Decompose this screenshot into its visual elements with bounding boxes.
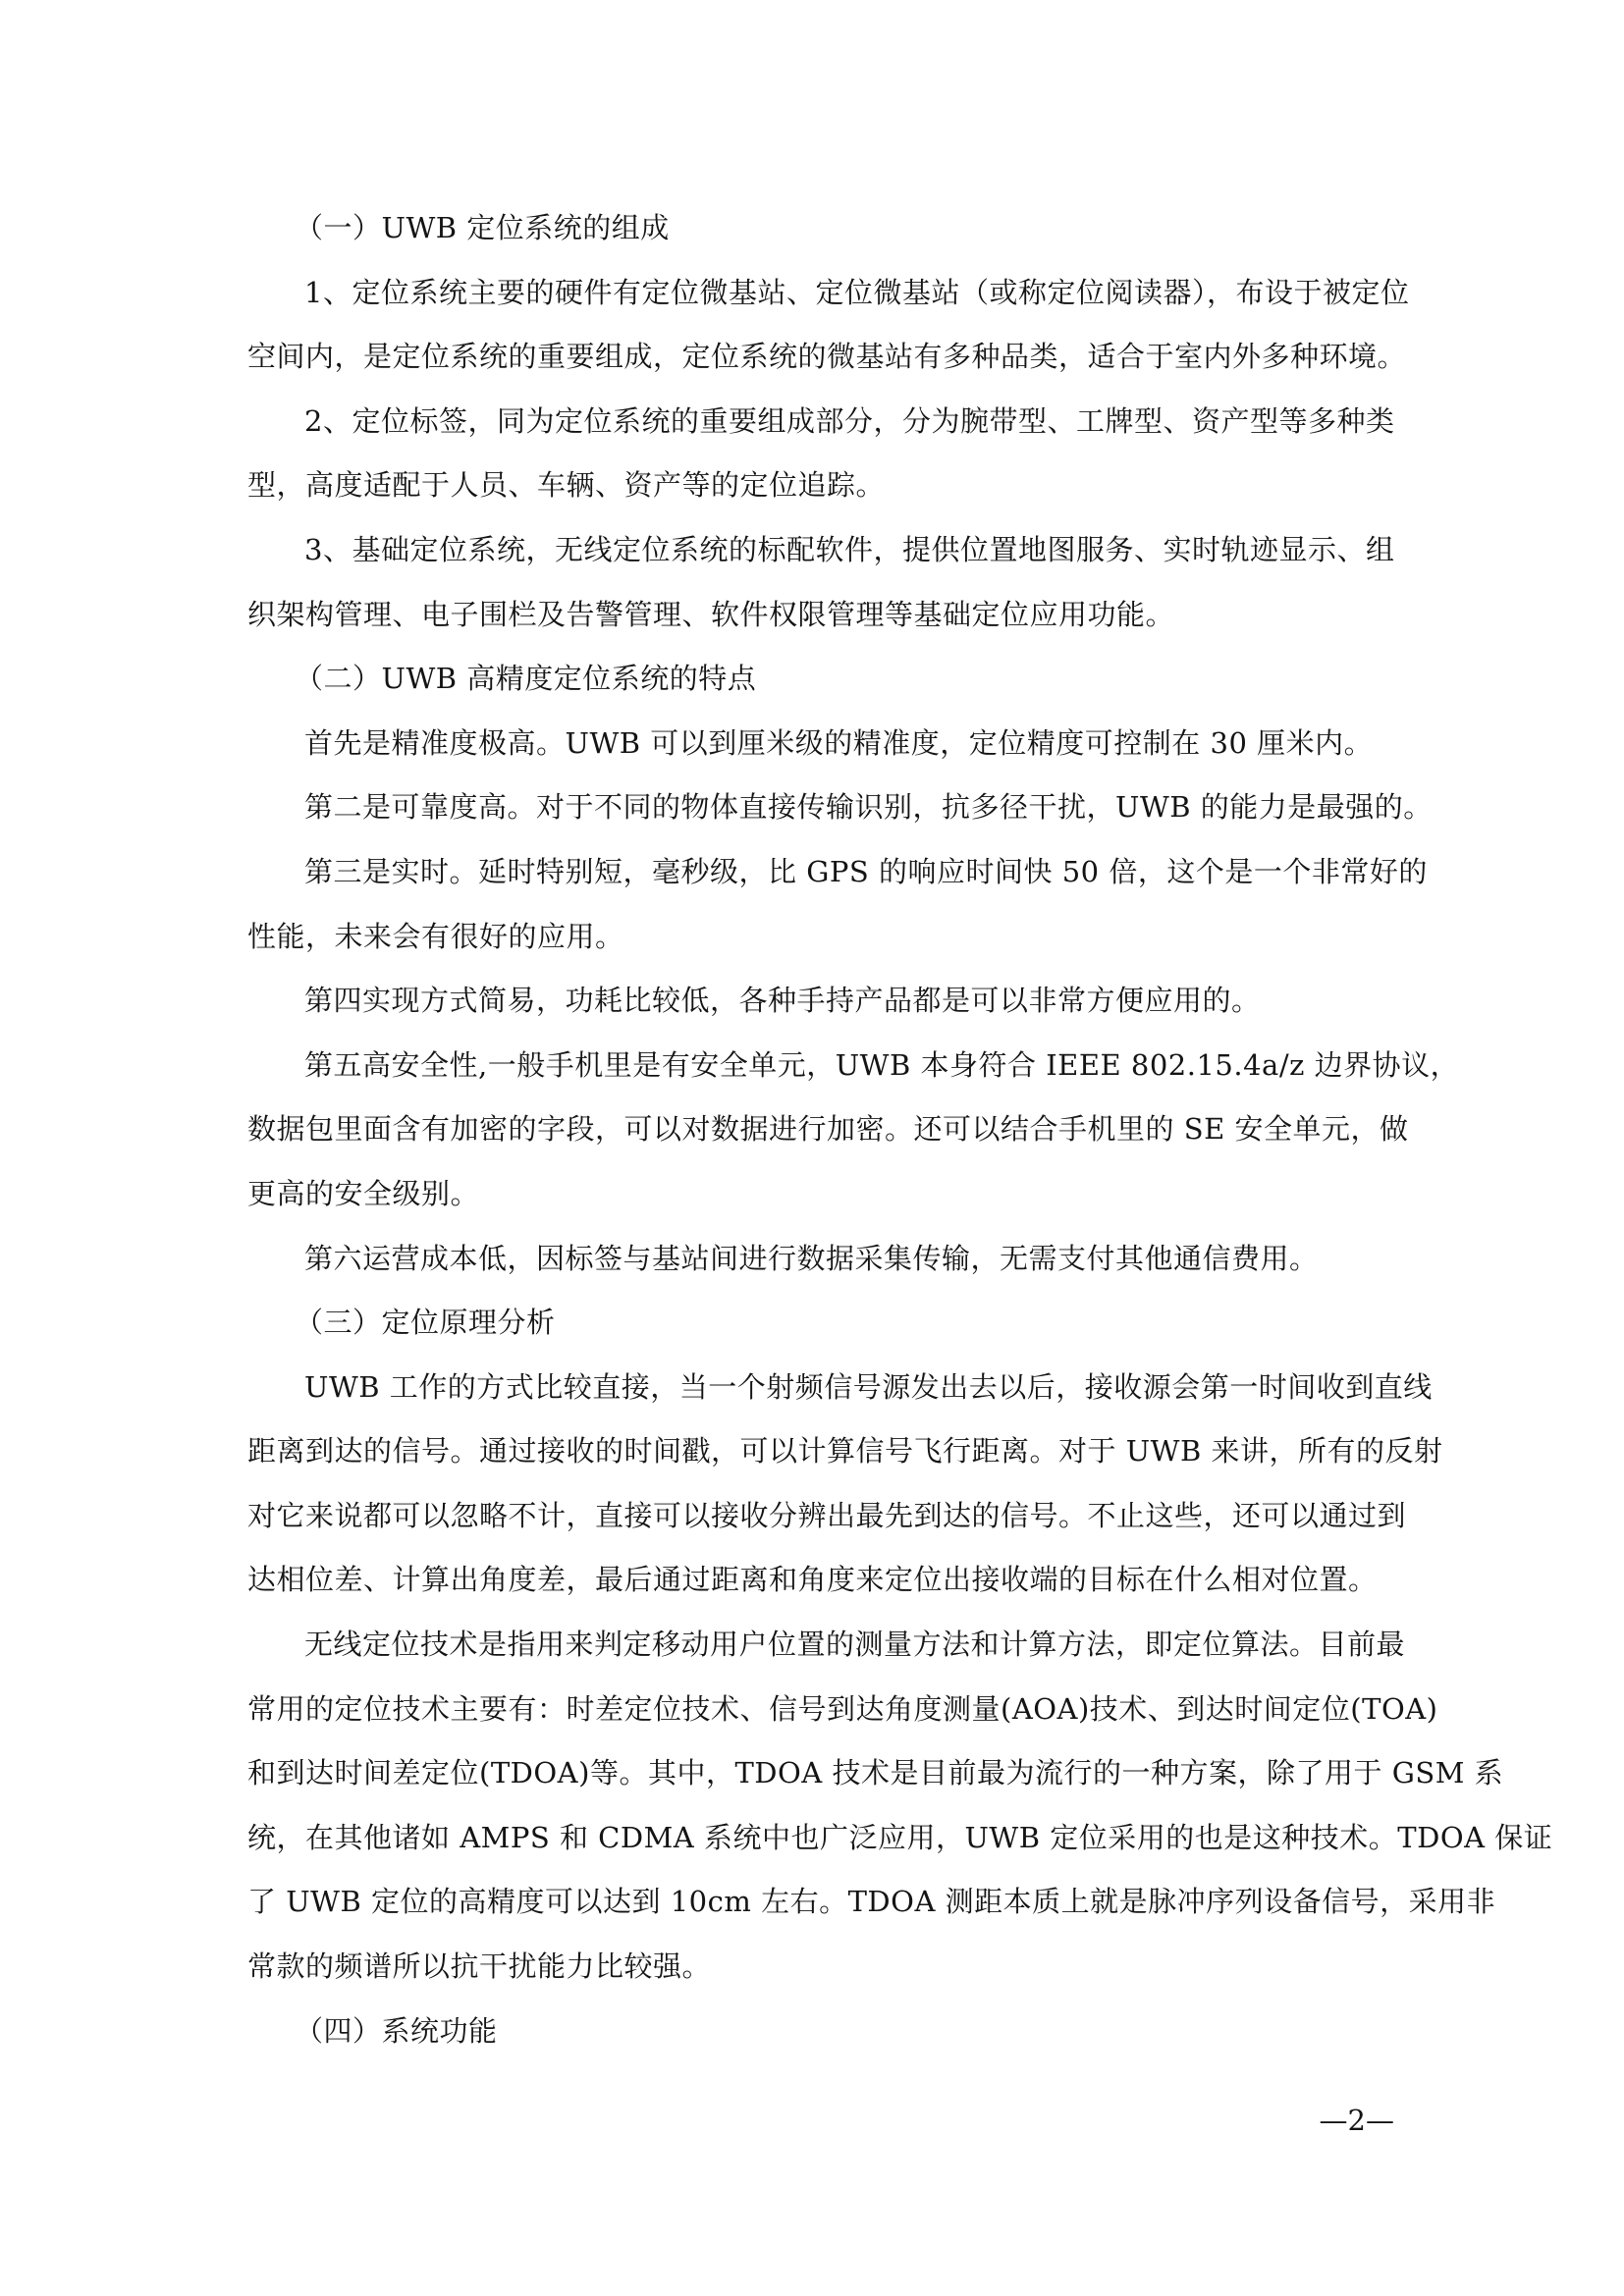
section-heading: （三）定位原理分析 xyxy=(295,1306,556,1340)
paragraph-line: 更高的安全级别。 xyxy=(247,1176,480,1210)
paragraph-line: 无线定位技术是指用来判定移动用户位置的测量方法和计算方法，即定位算法。目前最 xyxy=(304,1628,1406,1662)
document-body xyxy=(247,196,1553,2063)
paragraph-line: 2、定位标签，同为定位系统的重要组成部分，分为腕带型、工牌型、资产型等多种类 xyxy=(304,403,1395,438)
paragraph-line: 常款的频谱所以抗干扰能力比较强。 xyxy=(247,1949,712,1984)
paragraph-line: 3、基础定位系统，无线定位系统的标配软件，提供位置地图服务、实时轨迹显示、组 xyxy=(304,532,1395,566)
paragraph-line: 距离到达的信号。通过接收的时间戳，可以计算信号飞行距离。对于 UWB 来讲，所有的反射 xyxy=(247,1434,1443,1468)
paragraph-line: 空间内，是定位系统的重要组成，定位系统的微基站有多种品类，适合于室内外多种环境。 xyxy=(247,340,1407,374)
paragraph-line: 对它来说都可以忽略不计，直接可以接收分辨出最先到达的信号。不止这些，还可以通过到 xyxy=(247,1498,1407,1532)
paragraph-line: UWB 工作的方式比较直接，当一个射频信号源发出去以后，接收源会第一时间收到直线 xyxy=(304,1369,1433,1404)
paragraph-line: 性能，未来会有很好的应用。 xyxy=(247,919,624,953)
paragraph-line: 1、定位系统主要的硬件有定位微基站、定位微基站（或称定位阅读器），布设于被定位 xyxy=(304,275,1410,309)
paragraph-line: 第二是可靠度高。对于不同的物体直接传输识别，抗多径干扰，UWB 的能力是最强的。 xyxy=(304,790,1433,825)
paragraph-line: 第五高安全性,一般手机里是有安全单元，UWB 本身符合 IEEE 802.15.4a/z 边界协议， xyxy=(304,1047,1460,1082)
section-heading: （二）UWB 高精度定位系统的特点 xyxy=(295,662,757,696)
page-number: —2— xyxy=(1319,2104,1394,2137)
section-heading: （四）系统功能 xyxy=(295,2013,498,2048)
paragraph-line: 统，在其他诸如 AMPS 和 CDMA 系统中也广泛应用，UWB 定位采用的也是这种技术。TDOA 保证 xyxy=(247,1820,1553,1854)
paragraph-line: 和到达时间差定位(TDOA)等。其中，TDOA 技术是目前最为流行的一种方案，除了用于 GSM 系 xyxy=(247,1756,1504,1790)
paragraph-line: 第四实现方式简易，功耗比较低，各种手持产品都是可以非常方便应用的。 xyxy=(304,984,1261,1018)
paragraph-line: 了 UWB 定位的高精度可以达到 10cm 左右。TDOA 测距本质上就是脉冲序列设备信号，采用非 xyxy=(247,1885,1496,1919)
paragraph-line: 首先是精准度极高。UWB 可以到厘米级的精准度，定位精度可控制在 30 厘米内。 xyxy=(304,725,1374,760)
paragraph-line: 常用的定位技术主要有：时差定位技术、信号到达角度测量(AOA)技术、到达时间定位(TOA) xyxy=(247,1691,1438,1726)
section-heading: （一）UWB 定位系统的组成 xyxy=(295,211,670,244)
paragraph-line: 第三是实时。延时特别短，毫秒级，比 GPS 的响应时间快 50 倍，这个是一个非常好的 xyxy=(304,854,1428,888)
paragraph-line: 织架构管理、电子围栏及告警管理、软件权限管理等基础定位应用功能。 xyxy=(247,597,1175,631)
paragraph-line: 第六运营成本低，因标签与基站间进行数据采集传输，无需支付其他通信费用。 xyxy=(304,1241,1319,1275)
paragraph-line: 达相位差、计算出角度差，最后通过距离和角度来定位出接收端的目标在什么相对位置。 xyxy=(247,1563,1378,1597)
paragraph-line: 型，高度适配于人员、车辆、资产等的定位追踪。 xyxy=(247,468,886,503)
paragraph-line: 数据包里面含有加密的字段，可以对数据进行加密。还可以结合手机里的 SE 安全单元，做 xyxy=(247,1112,1409,1147)
